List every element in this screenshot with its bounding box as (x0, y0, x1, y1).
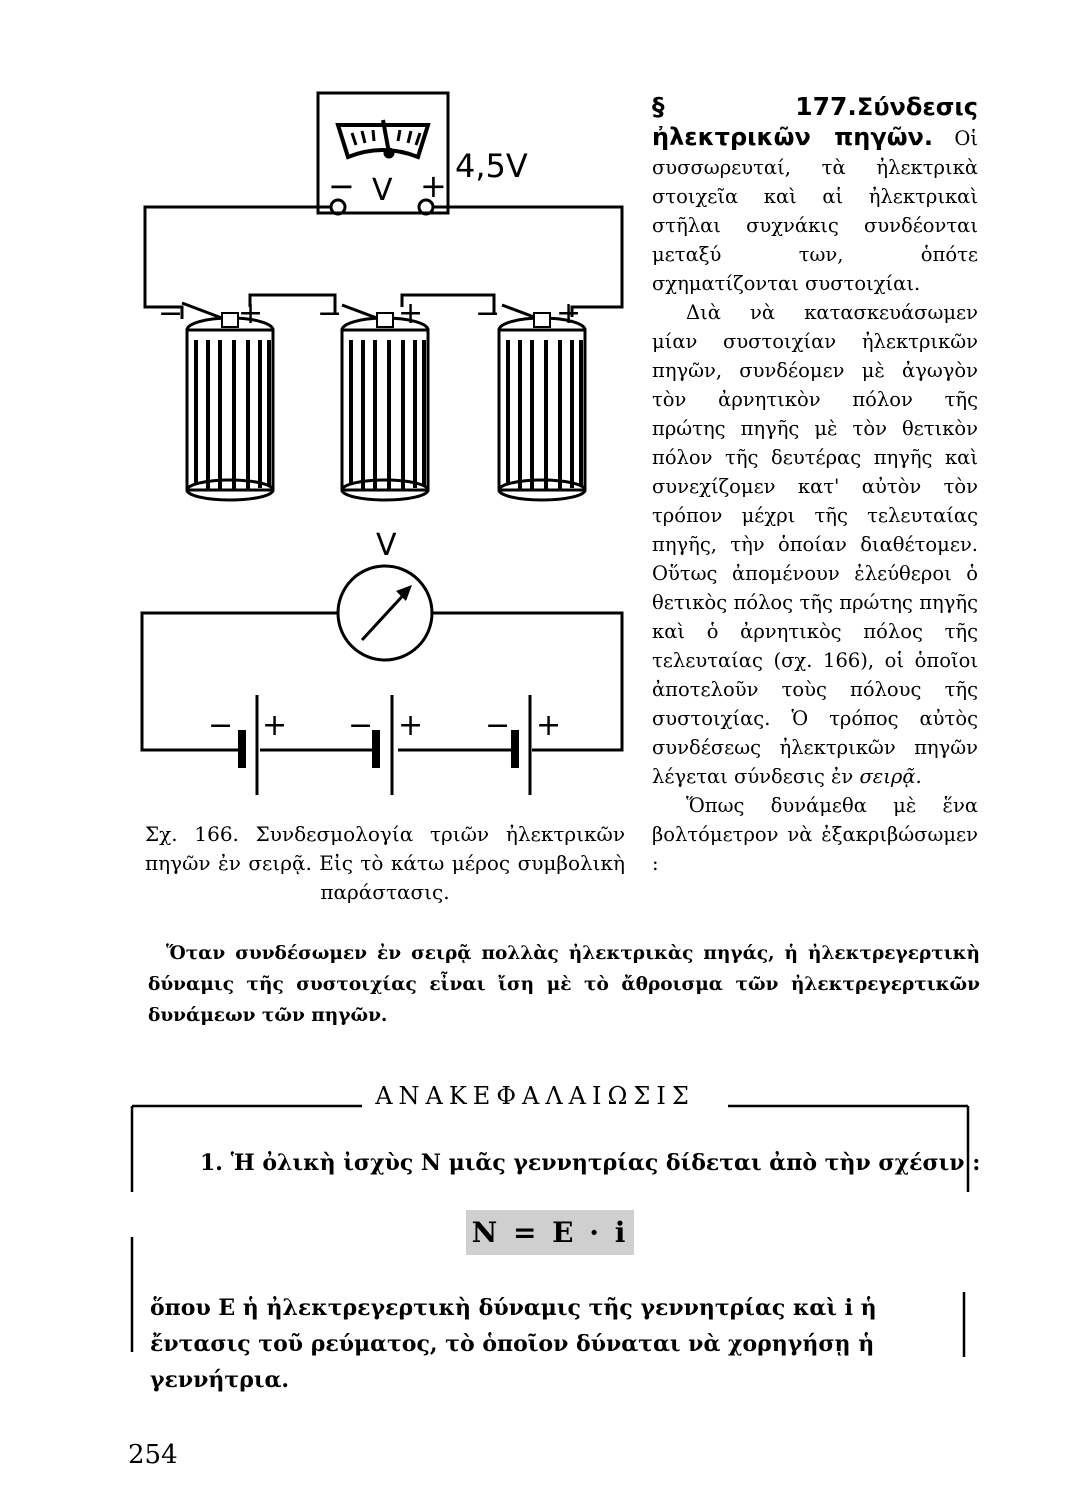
series-battery-figure (130, 85, 630, 825)
sym-3-minus: − (485, 708, 511, 743)
section-paragraph-2-text: Διὰ νὰ κατασκευάσωμεν μίαν συστοιχίαν ἠλεκτρικῶν πηγῶν, συνδέομεν μὲ ἀγωγὸν τὸν ἀρνητικὸν πόλον τῆς πρώτης πηγῆς μὲ τὸν θετικὸν πόλον τῆς δευτέρας πηγῆς καὶ συνεχίζομεν κατ' αὐτὸν τὸν τρόπον μέχρι τῆς τελευταίας πηγῆς, τὴν ὁποίαν διαθέτομεν. Οὕτως ἀπομένουν ἐλεύθεροι ὁ θετικὸς πόλος τῆς πρώτης πηγῆς καὶ ὁ ἀρνητικὸς πόλος τῆς τελευταίας (σχ. 166), οἱ ὁποῖοι ἀποτελοῦν τοὺς πόλους τῆς συστοιχίας. Ὁ τρόπος αὐτὸς συνδέσεως ἠλεκτρικῶν πηγῶν λέγεται σύνδεσις ἐν (652, 301, 978, 788)
section-title: Σύνδεσις ἠλεκτρικῶν πηγῶν. (652, 93, 978, 151)
section-paragraph-1 (652, 92, 978, 298)
sym-3-plus: + (536, 708, 562, 743)
cell-2-minus: − (317, 296, 343, 331)
cell-1-plus: + (238, 296, 264, 331)
meter-label: V (372, 173, 393, 208)
summary-title-wrap (0, 1082, 1070, 1110)
section-paragraph-3: Ὅπως δυνάμεθα μὲ ἕνα βολτόμετρον νὰ ἐξακριβώσωμεν : (652, 794, 978, 875)
figure-caption: Σχ. 166. Συνδεσμολογία τριῶν ἠλεκτρικῶν πηγῶν ἐν σειρᾷ. Εἰς τὸ κάτω μέρος συμβολικὴ παράστασις. (145, 822, 625, 904)
voltmeter-reading: 4,5V (455, 147, 528, 185)
power-formula: N = E · i (466, 1210, 634, 1255)
page-number: 254 (128, 1440, 178, 1470)
section-paragraph-2-emphasis: σειρᾷ. (859, 765, 922, 788)
rule-statement: Ὅταν συνδέσωμεν ἐν σειρᾷ πολλὰς ἠλεκτρικὰς πηγάς, ἡ ἠλεκτρεγερτικὴ δύναμις τῆς συστοιχίας εἶναι ἴση μὲ τὸ ἄθροισμα τῶν ἠλεκτρεγερτικῶν δυνάμεων τῶν πηγῶν. (148, 943, 980, 1026)
sym-2-minus: − (348, 708, 374, 743)
symbol-voltmeter-label: V (376, 528, 397, 563)
cell-1-minus: − (158, 296, 184, 331)
meter-plus: + (420, 167, 447, 205)
summary-item-1-text: ὅπου E ἡ ἠλεκτρεγερτικὴ δύναμις τῆς γεννητρίας καὶ i ἡ ἔντασις τοῦ ρεύματος, τὸ ὁποῖον δύναται νὰ χορηγήσῃ ἡ γεννήτρια. (150, 1295, 877, 1393)
section-paragraph-2 (652, 298, 978, 791)
summary-item-1-heading: 1. Ἡ ὀλικὴ ἰσχὺς N μιᾶς γεννητρίας δίδεται ἀπὸ τὴν σχέσιν : (200, 1150, 981, 1176)
battery-cell-1 (187, 313, 273, 500)
battery-cell-3 (499, 313, 585, 500)
summary-title: ΑΝΑΚΕΦΑΛΑΙΩΣΙΣ (375, 1082, 695, 1110)
section-177 (652, 92, 978, 878)
cell-3-minus: − (475, 296, 501, 331)
cell-3-plus: + (556, 296, 582, 331)
battery-cell-2 (342, 313, 428, 500)
meter-minus: − (328, 167, 355, 205)
sym-1-plus: + (262, 708, 288, 743)
sym-2-plus: + (398, 708, 424, 743)
section-heading (652, 93, 978, 151)
section-number: § 177. (652, 92, 857, 121)
battery-cells (187, 313, 585, 500)
cell-2-plus: + (398, 296, 424, 331)
section-paragraph-1-text: Οἱ συσσωρευταί, τὰ ἠλεκτρικὰ στοιχεῖα καὶ αἱ ἠλεκτρικαὶ στῆλαι συχνάκις συνδέονται μεταξύ των, ὁπότε σχηματίζονται συστοιχίαι. (652, 127, 979, 295)
sym-1-minus: − (208, 708, 234, 743)
